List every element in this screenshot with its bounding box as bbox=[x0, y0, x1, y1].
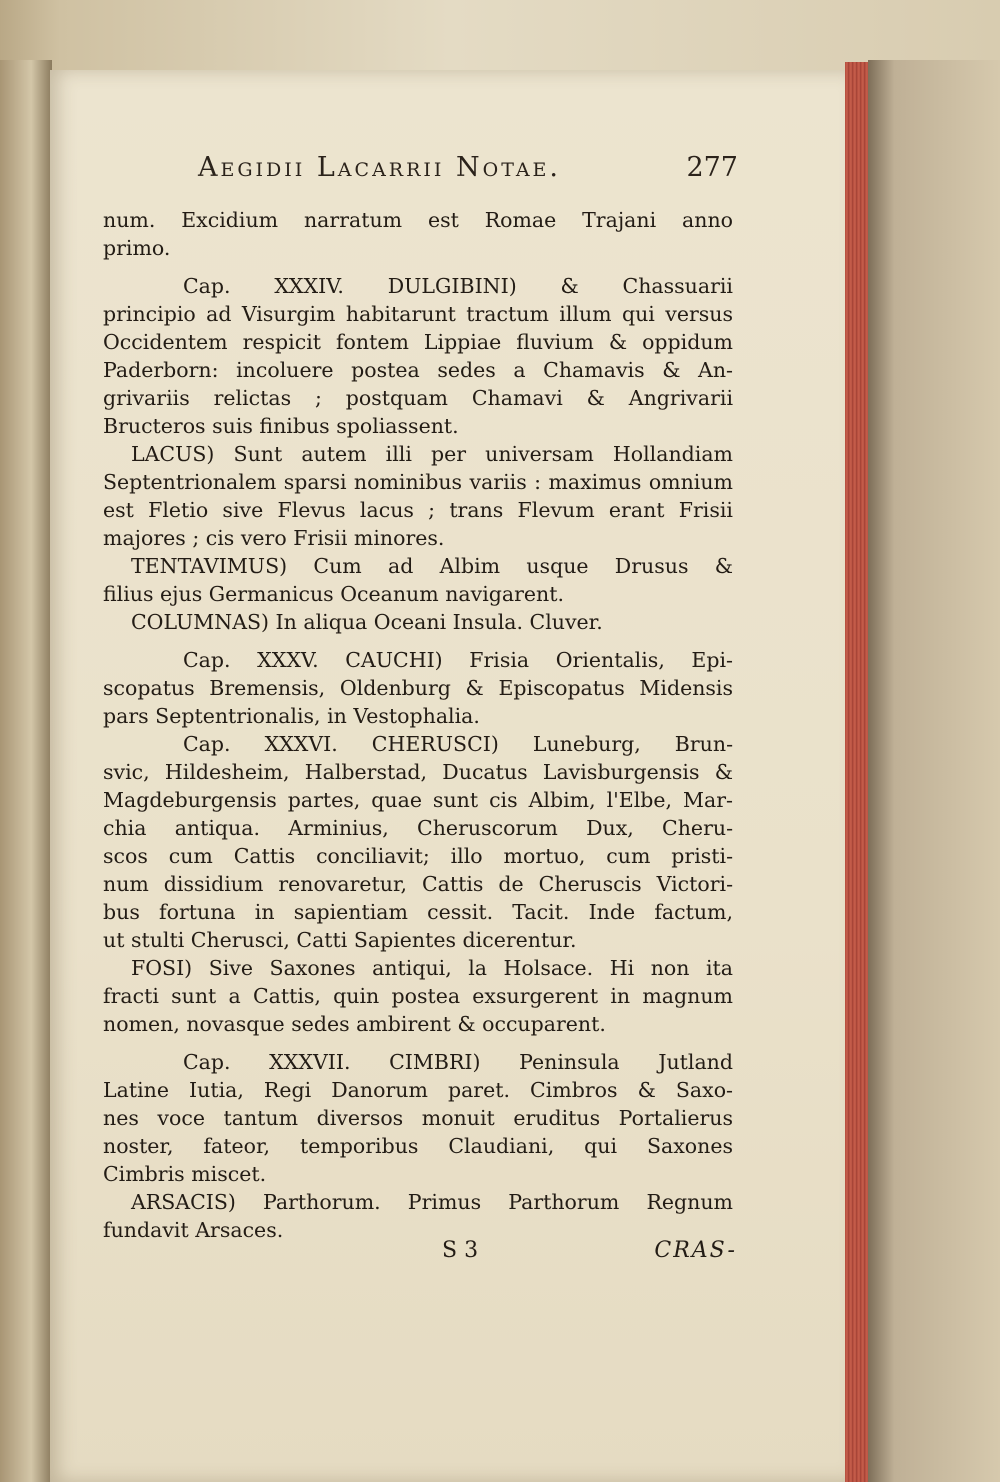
text-line: principio ad Visurgim habitarunt tractum illum qui versus bbox=[103, 302, 733, 326]
red-page-edges bbox=[845, 62, 870, 1482]
text-line: LACUS) Sunt autem illi per universam Hollandiam bbox=[131, 442, 733, 466]
text-line: COLUMNAS) In aliqua Oceani Insula. Cluver. bbox=[131, 610, 603, 634]
running-title: Aegidii Lacarrii Notae. bbox=[198, 152, 562, 183]
text-line: filius ejus Germanicus Oceanum navigarent. bbox=[103, 582, 564, 606]
text-line: bus fortuna in sapientiam cessit. Tacit. Inde factum, bbox=[103, 900, 733, 924]
text-line: fundavit Arsaces. bbox=[103, 1218, 284, 1242]
text-line: scos cum Cattis conciliavit; illo mortuo, cum pristi- bbox=[103, 844, 733, 868]
text-line: majores ; cis vero Frisii minores. bbox=[103, 526, 445, 550]
book-cover-edge bbox=[868, 60, 1000, 1482]
signature-mark: S 3 bbox=[442, 1238, 479, 1263]
page-footer bbox=[442, 1238, 737, 1272]
text-line: num. Excidium narratum est Romae Trajani anno bbox=[103, 208, 733, 232]
text-line: fracti sunt a Cattis, quin postea exsurgerent in magnum bbox=[103, 984, 733, 1008]
text-line: Paderborn: incoluere postea sedes a Chamavis & An- bbox=[103, 358, 733, 382]
text-line: nomen, novasque sedes ambirent & occuparent. bbox=[103, 1012, 606, 1036]
page-number: 277 bbox=[686, 152, 738, 183]
text-line: num dissidium renovaretur, Cattis de Cheruscis Victori- bbox=[103, 872, 733, 896]
catchword: CRAS- bbox=[654, 1238, 737, 1263]
text-line: pars Septentrionalis, in Vestophalia. bbox=[103, 704, 480, 728]
text-line: Septentrionalem sparsi nominibus variis : maximus omnium bbox=[103, 470, 733, 494]
facing-page-edge bbox=[0, 60, 52, 1482]
text-line: est Fletio sive Flevus lacus ; trans Flevum erant Frisii bbox=[103, 498, 733, 522]
text-line: Cap. XXXVI. CHERUSCI) Luneburg, Brun- bbox=[183, 732, 733, 756]
text-line: Cap. XXXVII. CIMBRI) Peninsula Jutland bbox=[183, 1050, 733, 1074]
page-header bbox=[198, 152, 738, 192]
text-line: ut stulti Cherusci, Catti Sapientes dicerentur. bbox=[103, 928, 577, 952]
text-line: TENTAVIMUS) Cum ad Albim usque Drusus & bbox=[131, 554, 733, 578]
text-line: Cap. XXXV. CAUCHI) Frisia Orientalis, Epi- bbox=[183, 648, 733, 672]
text-line: primo. bbox=[103, 236, 171, 260]
text-line: svic, Hildesheim, Halberstad, Ducatus Lavisburgensis & bbox=[103, 760, 733, 784]
text-line: nes voce tantum diversos monuit eruditus Portalierus bbox=[103, 1106, 733, 1130]
text-line: Latine Iutia, Regi Danorum paret. Cimbros & Saxo- bbox=[103, 1078, 733, 1102]
text-line: Cap. XXXIV. DULGIBINI) & Chassuarii bbox=[183, 274, 733, 298]
text-line: ARSACIS) Parthorum. Primus Parthorum Regnum bbox=[131, 1190, 733, 1214]
text-line: scopatus Bremensis, Oldenburg & Episcopatus Midensis bbox=[103, 676, 733, 700]
text-line: FOSI) Sive Saxones antiqui, la Holsace. Hi non ita bbox=[131, 956, 733, 980]
text-line: Occidentem respicit fontem Lippiae fluvium & oppidum bbox=[103, 330, 733, 354]
text-line: chia antiqua. Arminius, Cheruscorum Dux, Cheru- bbox=[103, 816, 733, 840]
text-line: Magdeburgensis partes, quae sunt cis Albim, l'Elbe, Mar- bbox=[103, 788, 733, 812]
text-line: Cimbris miscet. bbox=[103, 1162, 267, 1186]
text-line: Bructeros suis finibus spoliassent. bbox=[103, 414, 459, 438]
text-line: noster, fateor, temporibus Claudiani, qui Saxones bbox=[103, 1134, 733, 1158]
text-line: grivariis relictas ; postquam Chamavi & Angrivarii bbox=[103, 386, 733, 410]
